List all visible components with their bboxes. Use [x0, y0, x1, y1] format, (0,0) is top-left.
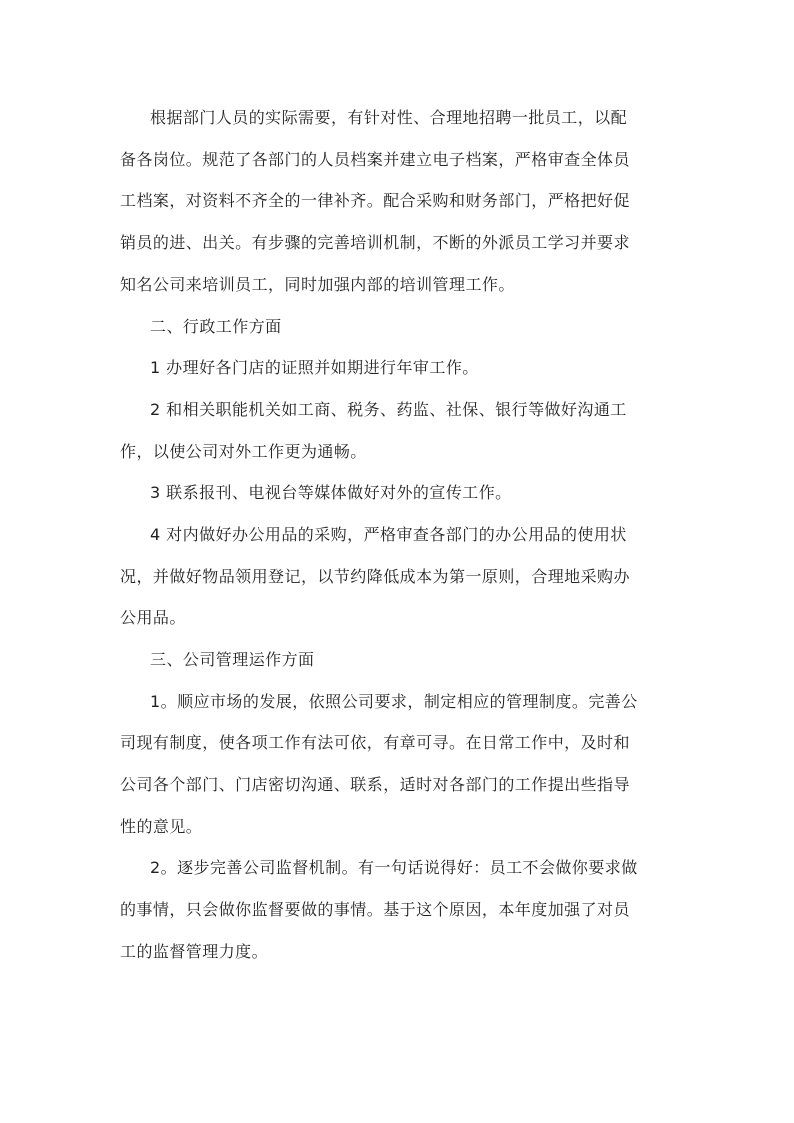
admin-item-1: 1 办理好各门店的证照并如期进行年审工作。	[150, 358, 479, 377]
management-item-1-line-3: 公司各个部门、门店密切沟通、联系，适时对各部门的工作提出些指导	[120, 775, 630, 794]
management-item-2-line-2: 的事情，只会做你监督要做的事情。基于这个原因，本年度加强了对员	[120, 900, 630, 919]
paragraph-1-line-1: 根据部门人员的实际需要，有针对性、合理地招聘一批员工，以配	[150, 108, 628, 127]
admin-item-4-line-3: 公用品。	[120, 608, 186, 627]
management-item-1-line-1: 1。顺应市场的发展，依照公司要求，制定相应的管理制度。完善公	[150, 692, 638, 711]
paragraph-1-line-4: 销员的进、出关。有步骤的完善培训机制，不断的外派员工学习并要求	[120, 233, 630, 252]
admin-item-2-line-2: 作，以使公司对外工作更为通畅。	[120, 442, 367, 461]
admin-item-3: 3 联系报刊、电视台等媒体做好对外的宣传工作。	[150, 483, 512, 502]
paragraph-1-line-5: 知名公司来培训员工，同时加强内部的培训管理工作。	[120, 275, 515, 294]
admin-item-2-line-1: 2 和相关职能机关如工商、税务、药监、社保、银行等做好沟通工	[150, 400, 627, 419]
section-heading-admin: 二、行政工作方面	[150, 317, 282, 336]
management-item-1-line-2: 司现有制度，使各项工作有法可依，有章可寻。在日常工作中，及时和	[120, 733, 630, 752]
management-item-2-line-1: 2。逐步完善公司监督机制。有一句话说得好：员工不会做你要求做	[150, 858, 638, 877]
admin-item-4-line-2: 况，并做好物品领用登记，以节约降低成本为第一原则，合理地采购办	[120, 567, 630, 586]
admin-item-4-line-1: 4 对内做好办公用品的采购，严格审查各部门的办公用品的使用状	[150, 525, 627, 544]
management-item-2-line-3: 工的监督管理力度。	[120, 942, 269, 961]
paragraph-1-line-3: 工档案，对资料不齐全的一律补齐。配合采购和财务部门，严格把好促	[120, 191, 630, 210]
management-item-1-line-4: 性的意见。	[120, 817, 203, 836]
section-heading-management: 三、公司管理运作方面	[150, 650, 315, 669]
paragraph-1-line-2: 备各岗位。规范了各部门的人员档案并建立电子档案，严格审查全体员	[120, 150, 630, 169]
